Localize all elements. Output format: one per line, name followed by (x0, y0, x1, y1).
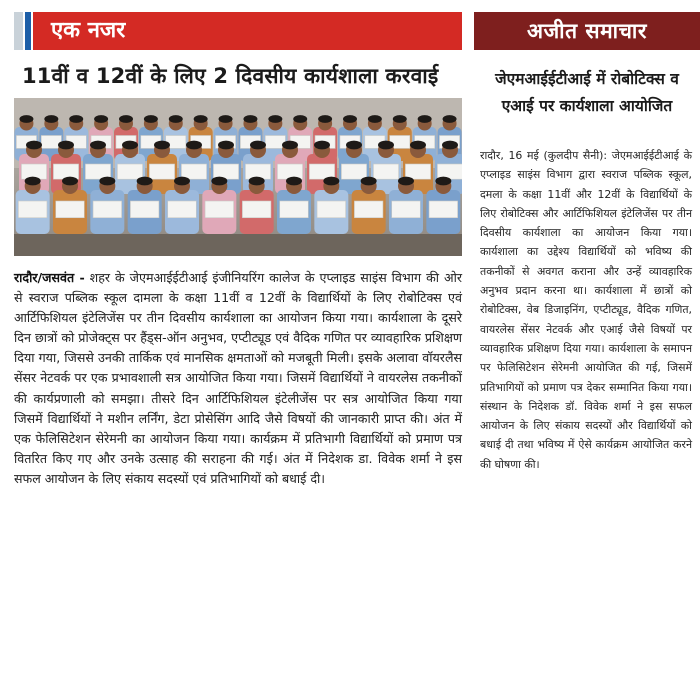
left-headline: 11वीं व 12वीं के लिए 2 दिवसीय कार्यशाला करवाई (22, 64, 439, 88)
left-body-text: शहर के जेएमआईईटीआई इंजीनियरिंग कालेज के एप्लाइड साइंस विभाग की ओर से स्वराज पब्लिक स्कूल दामला के कक्षा 11वीं व 12वीं के विद्यार्थियों के लिए रोबोटिक्स एवं आर्टिफिशियल इंटेलिजेंस पर तीन दिवसीय कार्यशाला का आयोजन किया गया। कार्यशाला के दूसरे दिन छात्रों को प्रोजेक्ट्स पर हैंड्स-ऑन अनुभव, एप्टीट्यूड एवं वैदिक गणित पर व्यावहारिक प्रशिक्षण दिया गया, जिससे उनकी तार्किक एवं मानसिक क्षमताओं को मजबूती मिली। इसके अलावा वॉयरलैस सेंसर नेटवर्क पर एक प्रभावशाली सत्र आयोजित किया गया। जिसमें विद्यार्थियों ने वायरलेस तकनीकों की कार्यप्रणाली को समझा। तीसरे दिन आर्टिफिशियल इंटेलीजेंस पर सत्र आयोजित किया गया जिसमें विद्यार्थियों ने मशीन लर्निंग, डेटा प्रोसेसिंग आदि जैसे विषयों की जानकारी प्राप्त की। अंत में एक फेलिसिटेशन सेरेमनी का आयोजन किया गया। कार्यक्रम में प्रतिभागी विद्यार्थियों को प्रमाण पत्र वितरित किए गए और उनके उत्साह की सराहना की गई। अंत में निदेशक डा. विवेक शर्मा ने इस सफल आयोजन के लिए संकाय सदस्यों एवं प्रतिभागियों को बधाई दी। (14, 270, 462, 486)
group-photo (14, 98, 462, 256)
section-tag (14, 12, 462, 50)
right-headline: जेएमआईईटीआई में रोबोटिक्स व एआई पर कार्यशाला आयोजित (495, 70, 679, 115)
section-tag-label: एक नजर (33, 12, 462, 50)
tag-stripe-grey (14, 12, 23, 50)
right-article (474, 0, 700, 677)
right-body-text: जेएमआईईटीआई के एप्लाइड साइंस विभाग द्वारा स्वराज पब्लिक स्कूल, दमला के कक्षा 11वीं और 12वीं के विद्यार्थियों के लिए रोबोटिक्स और आर्टिफिशियल इंटेलिजेंस पर तीन दिवसीय कार्यशाला का आयोजन किया गया। कार्यशाला का उद्देश्य विद्यार्थियों को भविष्य की तकनीकों से अवगत कराना और उन्हें व्यावहारिक अनुभव प्रदान करना था। कार्यशाला में छात्रों को रोबोटिक्स, वेब डिजाइनिंग, एप्टीट्यूड, वैदिक गणित, वायरलेस सेंसर नेटवर्क और एआई जैसे विषयों पर व्यावहारिक प्रशिक्षण दिया गया। कार्यशाला के समापन पर फेलिसिटेशन सेरेमनी आयोजित की गई, जिसमें प्रतिभागियों को प्रमाण पत्र देकर सम्मानित किया गया। संस्थान के निदेशक डॉ. विवेक शर्मा ने इस सफल आयोजन के लिए संकाय सदस्यों और विद्यार्थियों को बधाई दी तथा भविष्य में ऐसे कार्यक्रम आयोजित करने की घोषणा की। (480, 149, 692, 471)
tag-stripe-blue (25, 12, 31, 50)
byline: रादौर/जसवंत - (14, 270, 85, 285)
left-body (14, 268, 462, 489)
group-photo-drawing (14, 98, 462, 256)
dateline: रादौर, 16 मई (कुलदीप सैनी): (480, 149, 608, 162)
right-body (480, 146, 692, 474)
paper-name: अजीत समाचार (474, 12, 700, 50)
